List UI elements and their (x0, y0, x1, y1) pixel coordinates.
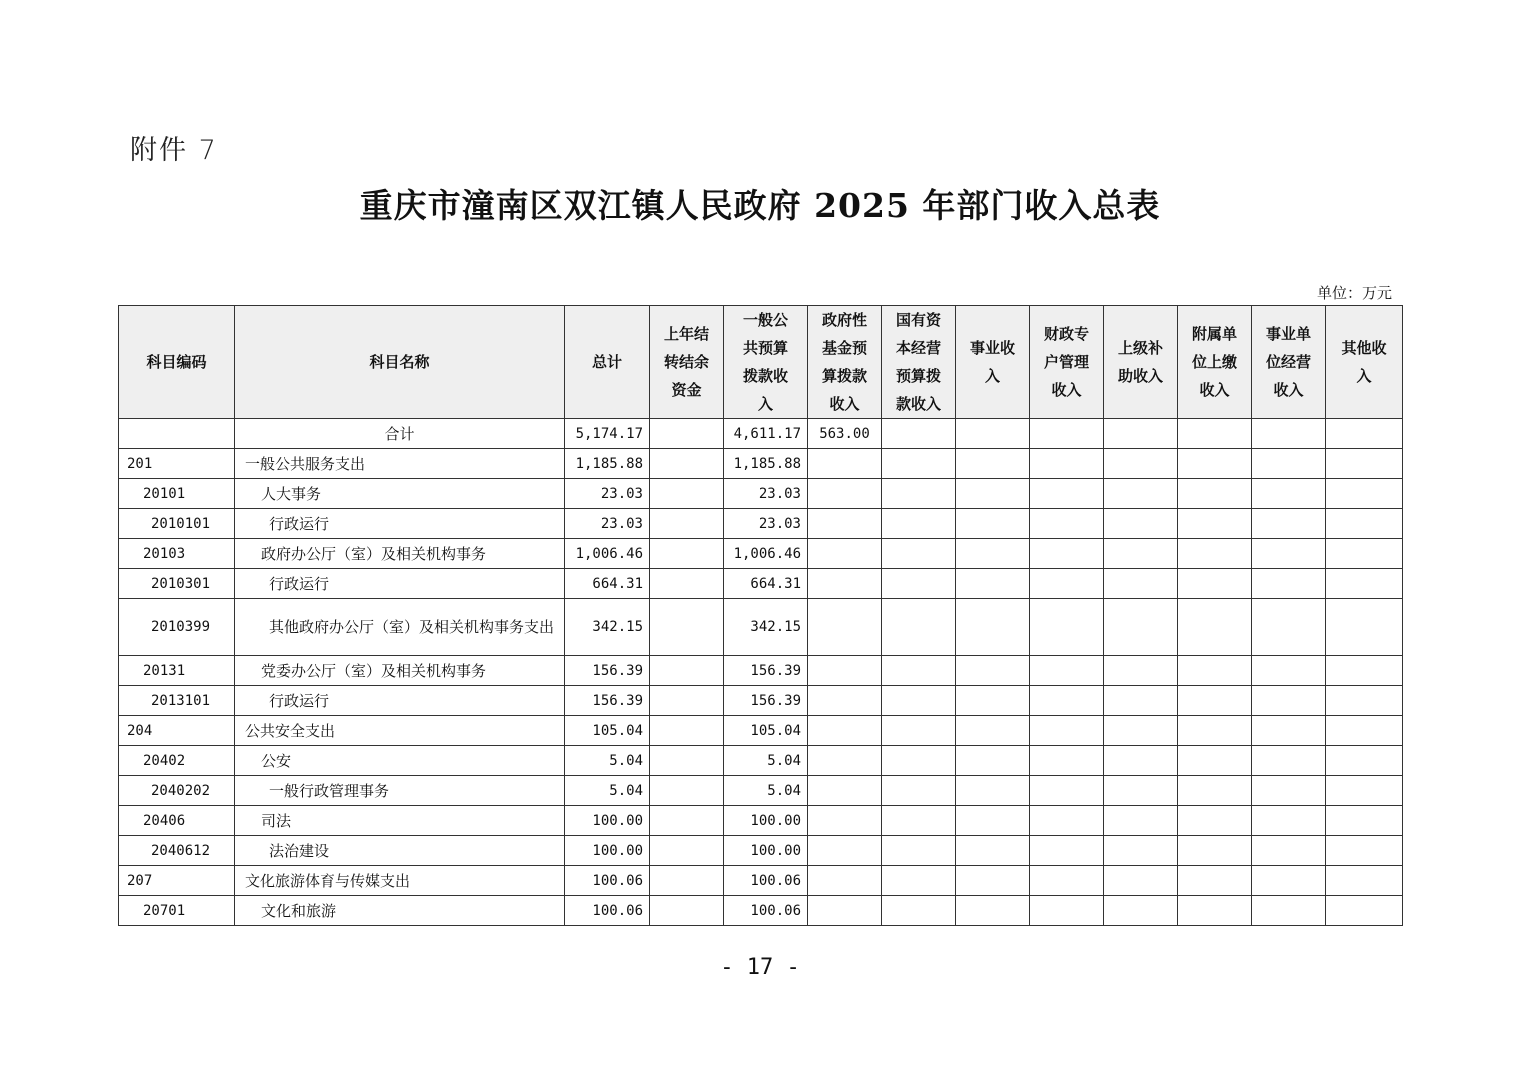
column-header: 科目编码 (119, 306, 235, 419)
empty-cell (1326, 449, 1403, 479)
empty-cell (1104, 836, 1178, 866)
empty-cell (882, 686, 956, 716)
carryover-cell (650, 599, 724, 656)
empty-cell (1104, 776, 1178, 806)
general-budget-cell: 100.06 (724, 866, 808, 896)
empty-cell (956, 686, 1030, 716)
document-title: 重庆市潼南区双江镇人民政府 2025 年部门收入总表 (359, 186, 1161, 225)
empty-cell (808, 509, 882, 539)
column-header: 事业收入 (956, 306, 1030, 419)
empty-cell (1252, 419, 1326, 449)
empty-cell (956, 776, 1030, 806)
empty-cell (1178, 806, 1252, 836)
carryover-cell (650, 569, 724, 599)
empty-cell (882, 866, 956, 896)
empty-cell (1104, 569, 1178, 599)
empty-cell (808, 836, 882, 866)
total-cell: 105.04 (565, 716, 650, 746)
table-row (119, 806, 1403, 836)
empty-cell (956, 866, 1030, 896)
empty-cell (1178, 449, 1252, 479)
empty-cell (1326, 599, 1403, 656)
code-cell: 2010101 (119, 509, 235, 539)
empty-cell (956, 896, 1030, 926)
table-row (119, 509, 1403, 539)
name-cell: 行政运行 (235, 686, 565, 716)
empty-cell (1030, 539, 1104, 569)
empty-cell (1252, 896, 1326, 926)
total-cell: 100.06 (565, 866, 650, 896)
empty-cell (1030, 806, 1104, 836)
name-cell: 其他政府办公厅（室）及相关机构事务支出 (235, 599, 565, 656)
column-header: 政府性基金预算拨款收入 (808, 306, 882, 419)
carryover-cell (650, 449, 724, 479)
empty-cell (956, 599, 1030, 656)
empty-cell (1178, 746, 1252, 776)
name-cell: 人大事务 (235, 479, 565, 509)
general-budget-cell: 156.39 (724, 656, 808, 686)
code-cell: 20101 (119, 479, 235, 509)
empty-cell (1030, 866, 1104, 896)
code-cell: 2010399 (119, 599, 235, 656)
empty-cell (882, 896, 956, 926)
empty-cell (1104, 746, 1178, 776)
empty-cell (1252, 479, 1326, 509)
empty-cell (1178, 599, 1252, 656)
total-cell: 100.00 (565, 836, 650, 866)
general-budget-cell: 5.04 (724, 746, 808, 776)
empty-cell (882, 746, 956, 776)
general-budget-cell: 23.03 (724, 479, 808, 509)
empty-cell (1252, 716, 1326, 746)
empty-cell (808, 716, 882, 746)
empty-cell (956, 836, 1030, 866)
empty-cell (1104, 806, 1178, 836)
page-number: - 17 - (720, 955, 800, 980)
empty-cell (1326, 746, 1403, 776)
carryover-cell (650, 746, 724, 776)
empty-cell (882, 599, 956, 656)
empty-cell (1326, 806, 1403, 836)
general-budget-cell: 1,185.88 (724, 449, 808, 479)
general-budget-cell: 100.00 (724, 836, 808, 866)
empty-cell (808, 806, 882, 836)
code-cell: 2013101 (119, 686, 235, 716)
name-cell: 党委办公厅（室）及相关机构事务 (235, 656, 565, 686)
table-row (119, 656, 1403, 686)
empty-cell (956, 509, 1030, 539)
empty-cell (882, 509, 956, 539)
column-header: 国有资本经营预算拨款收入 (882, 306, 956, 419)
carryover-cell (650, 686, 724, 716)
income-table (118, 305, 1403, 926)
empty-cell (1030, 836, 1104, 866)
carryover-cell (650, 806, 724, 836)
empty-cell (882, 716, 956, 746)
general-budget-cell: 23.03 (724, 509, 808, 539)
total-cell: 342.15 (565, 599, 650, 656)
empty-cell (808, 569, 882, 599)
empty-cell (1252, 776, 1326, 806)
empty-cell (1252, 539, 1326, 569)
general-budget-cell: 100.00 (724, 806, 808, 836)
unit-label: 单位：万元 (1316, 284, 1392, 302)
empty-cell (1178, 509, 1252, 539)
carryover-cell (650, 716, 724, 746)
empty-cell (1030, 599, 1104, 656)
empty-cell (1030, 746, 1104, 776)
table-row (119, 539, 1403, 569)
empty-cell (956, 449, 1030, 479)
empty-cell (1104, 866, 1178, 896)
carryover-cell (650, 836, 724, 866)
empty-cell (1178, 776, 1252, 806)
name-cell: 公共安全支出 (235, 716, 565, 746)
empty-cell (1326, 509, 1403, 539)
empty-cell (1178, 896, 1252, 926)
empty-cell (882, 479, 956, 509)
table-header-row (119, 306, 1403, 419)
code-cell: 2040202 (119, 776, 235, 806)
empty-cell (1030, 419, 1104, 449)
empty-cell (1030, 716, 1104, 746)
empty-cell (1104, 599, 1178, 656)
empty-cell (1178, 656, 1252, 686)
empty-cell (1252, 866, 1326, 896)
total-cell: 156.39 (565, 656, 650, 686)
general-budget-cell: 105.04 (724, 716, 808, 746)
total-cell: 5.04 (565, 746, 650, 776)
table-row (119, 686, 1403, 716)
empty-cell (1326, 656, 1403, 686)
code-cell: 2010301 (119, 569, 235, 599)
name-cell: 一般行政管理事务 (235, 776, 565, 806)
table-row (119, 776, 1403, 806)
empty-cell (1030, 686, 1104, 716)
empty-cell (882, 836, 956, 866)
code-cell: 20103 (119, 539, 235, 569)
empty-cell (1252, 746, 1326, 776)
empty-cell (808, 539, 882, 569)
empty-cell (808, 479, 882, 509)
column-header: 上年结转结余资金 (650, 306, 724, 419)
table-row (119, 896, 1403, 926)
carryover-cell (650, 479, 724, 509)
empty-cell (1326, 866, 1403, 896)
general-budget-cell: 342.15 (724, 599, 808, 656)
empty-cell (956, 569, 1030, 599)
table-row (119, 599, 1403, 656)
name-cell: 文化和旅游 (235, 896, 565, 926)
empty-cell (1104, 539, 1178, 569)
total-cell: 1,185.88 (565, 449, 650, 479)
code-cell: 201 (119, 449, 235, 479)
name-cell: 行政运行 (235, 569, 565, 599)
total-cell: 5.04 (565, 776, 650, 806)
empty-cell (1030, 479, 1104, 509)
empty-cell (1326, 479, 1403, 509)
empty-cell (1104, 896, 1178, 926)
code-cell: 2040612 (119, 836, 235, 866)
empty-cell (808, 599, 882, 656)
carryover-cell (650, 656, 724, 686)
total-cell: 664.31 (565, 569, 650, 599)
name-cell: 公安 (235, 746, 565, 776)
empty-cell (882, 419, 956, 449)
empty-cell (1326, 776, 1403, 806)
empty-cell (1104, 716, 1178, 746)
empty-cell (808, 776, 882, 806)
carryover-cell (650, 539, 724, 569)
empty-cell (882, 569, 956, 599)
empty-cell (1252, 599, 1326, 656)
total-cell: 5,174.17 (565, 419, 650, 449)
code-cell: 20406 (119, 806, 235, 836)
empty-cell (1030, 656, 1104, 686)
empty-cell (1326, 686, 1403, 716)
general-budget-cell: 664.31 (724, 569, 808, 599)
empty-cell (1178, 539, 1252, 569)
empty-cell (1104, 479, 1178, 509)
empty-cell (1030, 896, 1104, 926)
column-header: 财政专户管理收入 (1030, 306, 1104, 419)
name-cell: 行政运行 (235, 509, 565, 539)
empty-cell (1030, 449, 1104, 479)
table-row (119, 836, 1403, 866)
empty-cell (808, 866, 882, 896)
carryover-cell (650, 509, 724, 539)
empty-cell (1178, 866, 1252, 896)
empty-cell (1252, 509, 1326, 539)
column-header: 其他收入 (1326, 306, 1403, 419)
fund-budget-cell: 563.00 (808, 419, 882, 449)
empty-cell (1252, 449, 1326, 479)
general-budget-cell: 100.06 (724, 896, 808, 926)
total-cell: 156.39 (565, 686, 650, 716)
total-cell: 100.06 (565, 896, 650, 926)
empty-cell (1252, 569, 1326, 599)
empty-cell (1326, 896, 1403, 926)
empty-cell (808, 686, 882, 716)
column-header: 总计 (565, 306, 650, 419)
table-row-total (119, 419, 1403, 449)
empty-cell (882, 539, 956, 569)
empty-cell (1178, 836, 1252, 866)
empty-cell (1104, 419, 1178, 449)
name-cell: 政府办公厅（室）及相关机构事务 (235, 539, 565, 569)
empty-cell (882, 806, 956, 836)
code-cell: 207 (119, 866, 235, 896)
column-header: 上级补助收入 (1104, 306, 1178, 419)
total-cell: 1,006.46 (565, 539, 650, 569)
empty-cell (1030, 509, 1104, 539)
empty-cell (1326, 836, 1403, 866)
code-cell: 204 (119, 716, 235, 746)
empty-cell (1104, 449, 1178, 479)
empty-cell (1252, 806, 1326, 836)
general-budget-cell: 4,611.17 (724, 419, 808, 449)
empty-cell (956, 746, 1030, 776)
name-cell: 一般公共服务支出 (235, 449, 565, 479)
empty-cell (1178, 716, 1252, 746)
code-cell (119, 419, 235, 449)
table-row (119, 479, 1403, 509)
table-row (119, 746, 1403, 776)
total-cell: 23.03 (565, 479, 650, 509)
general-budget-cell: 1,006.46 (724, 539, 808, 569)
name-cell: 文化旅游体育与传媒支出 (235, 866, 565, 896)
empty-cell (882, 776, 956, 806)
empty-cell (1030, 776, 1104, 806)
carryover-cell (650, 776, 724, 806)
empty-cell (956, 419, 1030, 449)
empty-cell (956, 656, 1030, 686)
empty-cell (1252, 686, 1326, 716)
column-header: 附属单位上缴收入 (1178, 306, 1252, 419)
empty-cell (956, 479, 1030, 509)
empty-cell (882, 449, 956, 479)
column-header: 事业单位经营收入 (1252, 306, 1326, 419)
empty-cell (1326, 569, 1403, 599)
name-cell: 法治建设 (235, 836, 565, 866)
name-cell: 合计 (235, 419, 565, 449)
empty-cell (1178, 569, 1252, 599)
empty-cell (956, 539, 1030, 569)
empty-cell (1178, 686, 1252, 716)
empty-cell (808, 746, 882, 776)
empty-cell (1104, 509, 1178, 539)
carryover-cell (650, 866, 724, 896)
empty-cell (1178, 479, 1252, 509)
empty-cell (1326, 539, 1403, 569)
empty-cell (956, 716, 1030, 746)
total-cell: 100.00 (565, 806, 650, 836)
table-row (119, 569, 1403, 599)
name-cell: 司法 (235, 806, 565, 836)
table-row (119, 866, 1403, 896)
empty-cell (1252, 656, 1326, 686)
empty-cell (956, 806, 1030, 836)
general-budget-cell: 5.04 (724, 776, 808, 806)
code-cell: 20131 (119, 656, 235, 686)
empty-cell (1326, 716, 1403, 746)
column-header: 科目名称 (235, 306, 565, 419)
code-cell: 20402 (119, 746, 235, 776)
empty-cell (808, 449, 882, 479)
empty-cell (808, 656, 882, 686)
empty-cell (1104, 656, 1178, 686)
column-header: 一般公共预算拨款收入 (724, 306, 808, 419)
carryover-cell (650, 896, 724, 926)
total-cell: 23.03 (565, 509, 650, 539)
attachment-label: 附件 7 (130, 135, 218, 166)
empty-cell (1104, 686, 1178, 716)
empty-cell (1030, 569, 1104, 599)
empty-cell (808, 896, 882, 926)
empty-cell (1178, 419, 1252, 449)
code-cell: 20701 (119, 896, 235, 926)
table-row (119, 716, 1403, 746)
empty-cell (1252, 836, 1326, 866)
general-budget-cell: 156.39 (724, 686, 808, 716)
table-row (119, 449, 1403, 479)
carryover-cell (650, 419, 724, 449)
empty-cell (882, 656, 956, 686)
empty-cell (1326, 419, 1403, 449)
